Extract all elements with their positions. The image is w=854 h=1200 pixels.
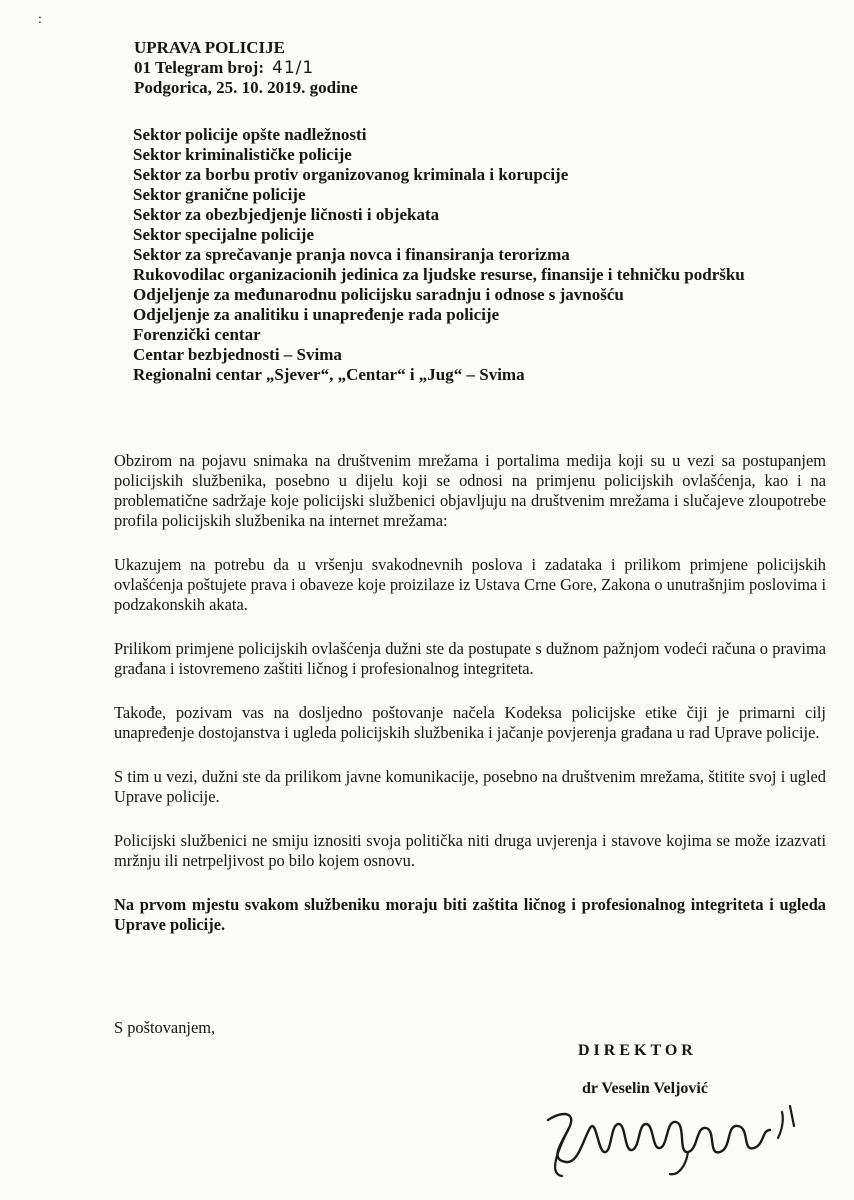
org-name: UPRAVA POLICIJE [134,38,285,57]
body-paragraph: Ukazujem na potrebu da u vršenju svakodnevnih poslova i zadataka i prilikom primjene policijskih ovlašćenja poštujete prava i obaveze koje proizilaze iz Ustava Crne Gore, Zakona o unutrašnjim poslovima i podzakonskih akata. [114,555,826,614]
place-date: Podgorica, 25. 10. 2019. godine [134,78,358,97]
closing-salutation: S poštovanjem, [114,1018,216,1037]
telegram-number: 41/1 [272,58,315,78]
director-name: dr Veselin Veljović [582,1080,708,1097]
body-paragraph: Policijski službenici ne smiju iznositi svoja politička niti druga uvjerenja i stavove kojima se može izazvati mržnju ili netrpeljivost po bilo kojem osnovu. [114,831,826,870]
recipient: Rukovodilac organizacionih jedinica za ljudske resurse, finansije i tehničku podršku [133,265,745,284]
director-title: DIREKTOR [578,1042,697,1059]
recipient: Regionalni centar „Sjever“, „Centar“ i „Jug“ – Svima [133,365,525,384]
telegram-line [134,58,734,78]
recipient: Odjeljenje za analitiku i unapređenje rada policije [133,305,500,324]
recipient: Odjeljenje za međunarodnu policijsku saradnju i odnose s javnošću [133,285,624,304]
recipient: Sektor granične policije [133,185,306,204]
document-header [134,38,734,98]
recipient: Sektor za borbu protiv organizovanog kriminala i korupcije [133,165,569,184]
telegram-label: 01 Telegram broj: [134,58,265,77]
recipient: Centar bezbjednosti – Svima [133,345,342,364]
body-paragraph: Takođe, pozivam vas na dosljedno poštovanje načela Kodeksa policijske etike čiji je primarni cilj unapređenje dostojanstva i ugleda policijskih službenika i jačanje povjerenja građana u rad Uprave policije. [114,703,826,742]
scan-mark: : [38,12,42,27]
body-paragraph: S tim u vezi, dužni ste da prilikom javne komunikacije, posebno na društvenim mrežama, štitite svoj i ugled Uprave policije. [114,767,826,806]
body-paragraph: Obzirom na pojavu snimaka na društvenim mrežama i portalima medija koji su u vezi sa postupanjem policijskih službenika, posebno u dijelu koji se odnosi na primjenu policijskih ovlašćenja, kao i na problematične sadržaje koje policijski službenici objavljuju na društvenim mrežama i slučajeve zloupotrebe profila policijskih službenika na internet mrežama: [114,451,826,530]
recipient: Forenzički centar [133,325,261,344]
recipient: Sektor za sprečavanje pranja novca i finansiranja terorizma [133,245,570,264]
recipient: Sektor policije opšte nadležnosti [133,125,367,144]
emphasis-paragraph: Na prvom mjestu svakom službeniku moraju biti zaštita ličnog i profesionalnog integriteta i ugleda Uprave policije. [114,895,826,934]
letter-body [114,451,826,959]
recipient: Sektor kriminalističke policije [133,145,352,164]
body-paragraph: Prilikom primjene policijskih ovlašćenja dužni ste da postupate s dužnom pažnjom vodeći računa o pravima građana i istovremeno zaštiti ličnog i profesionalnog integriteta. [114,639,826,678]
recipients-list [133,125,823,385]
handwritten-signature [538,1090,828,1180]
recipient: Sektor specijalne policije [133,225,314,244]
recipient: Sektor za obezbjedjenje ličnosti i objekata [133,205,440,224]
